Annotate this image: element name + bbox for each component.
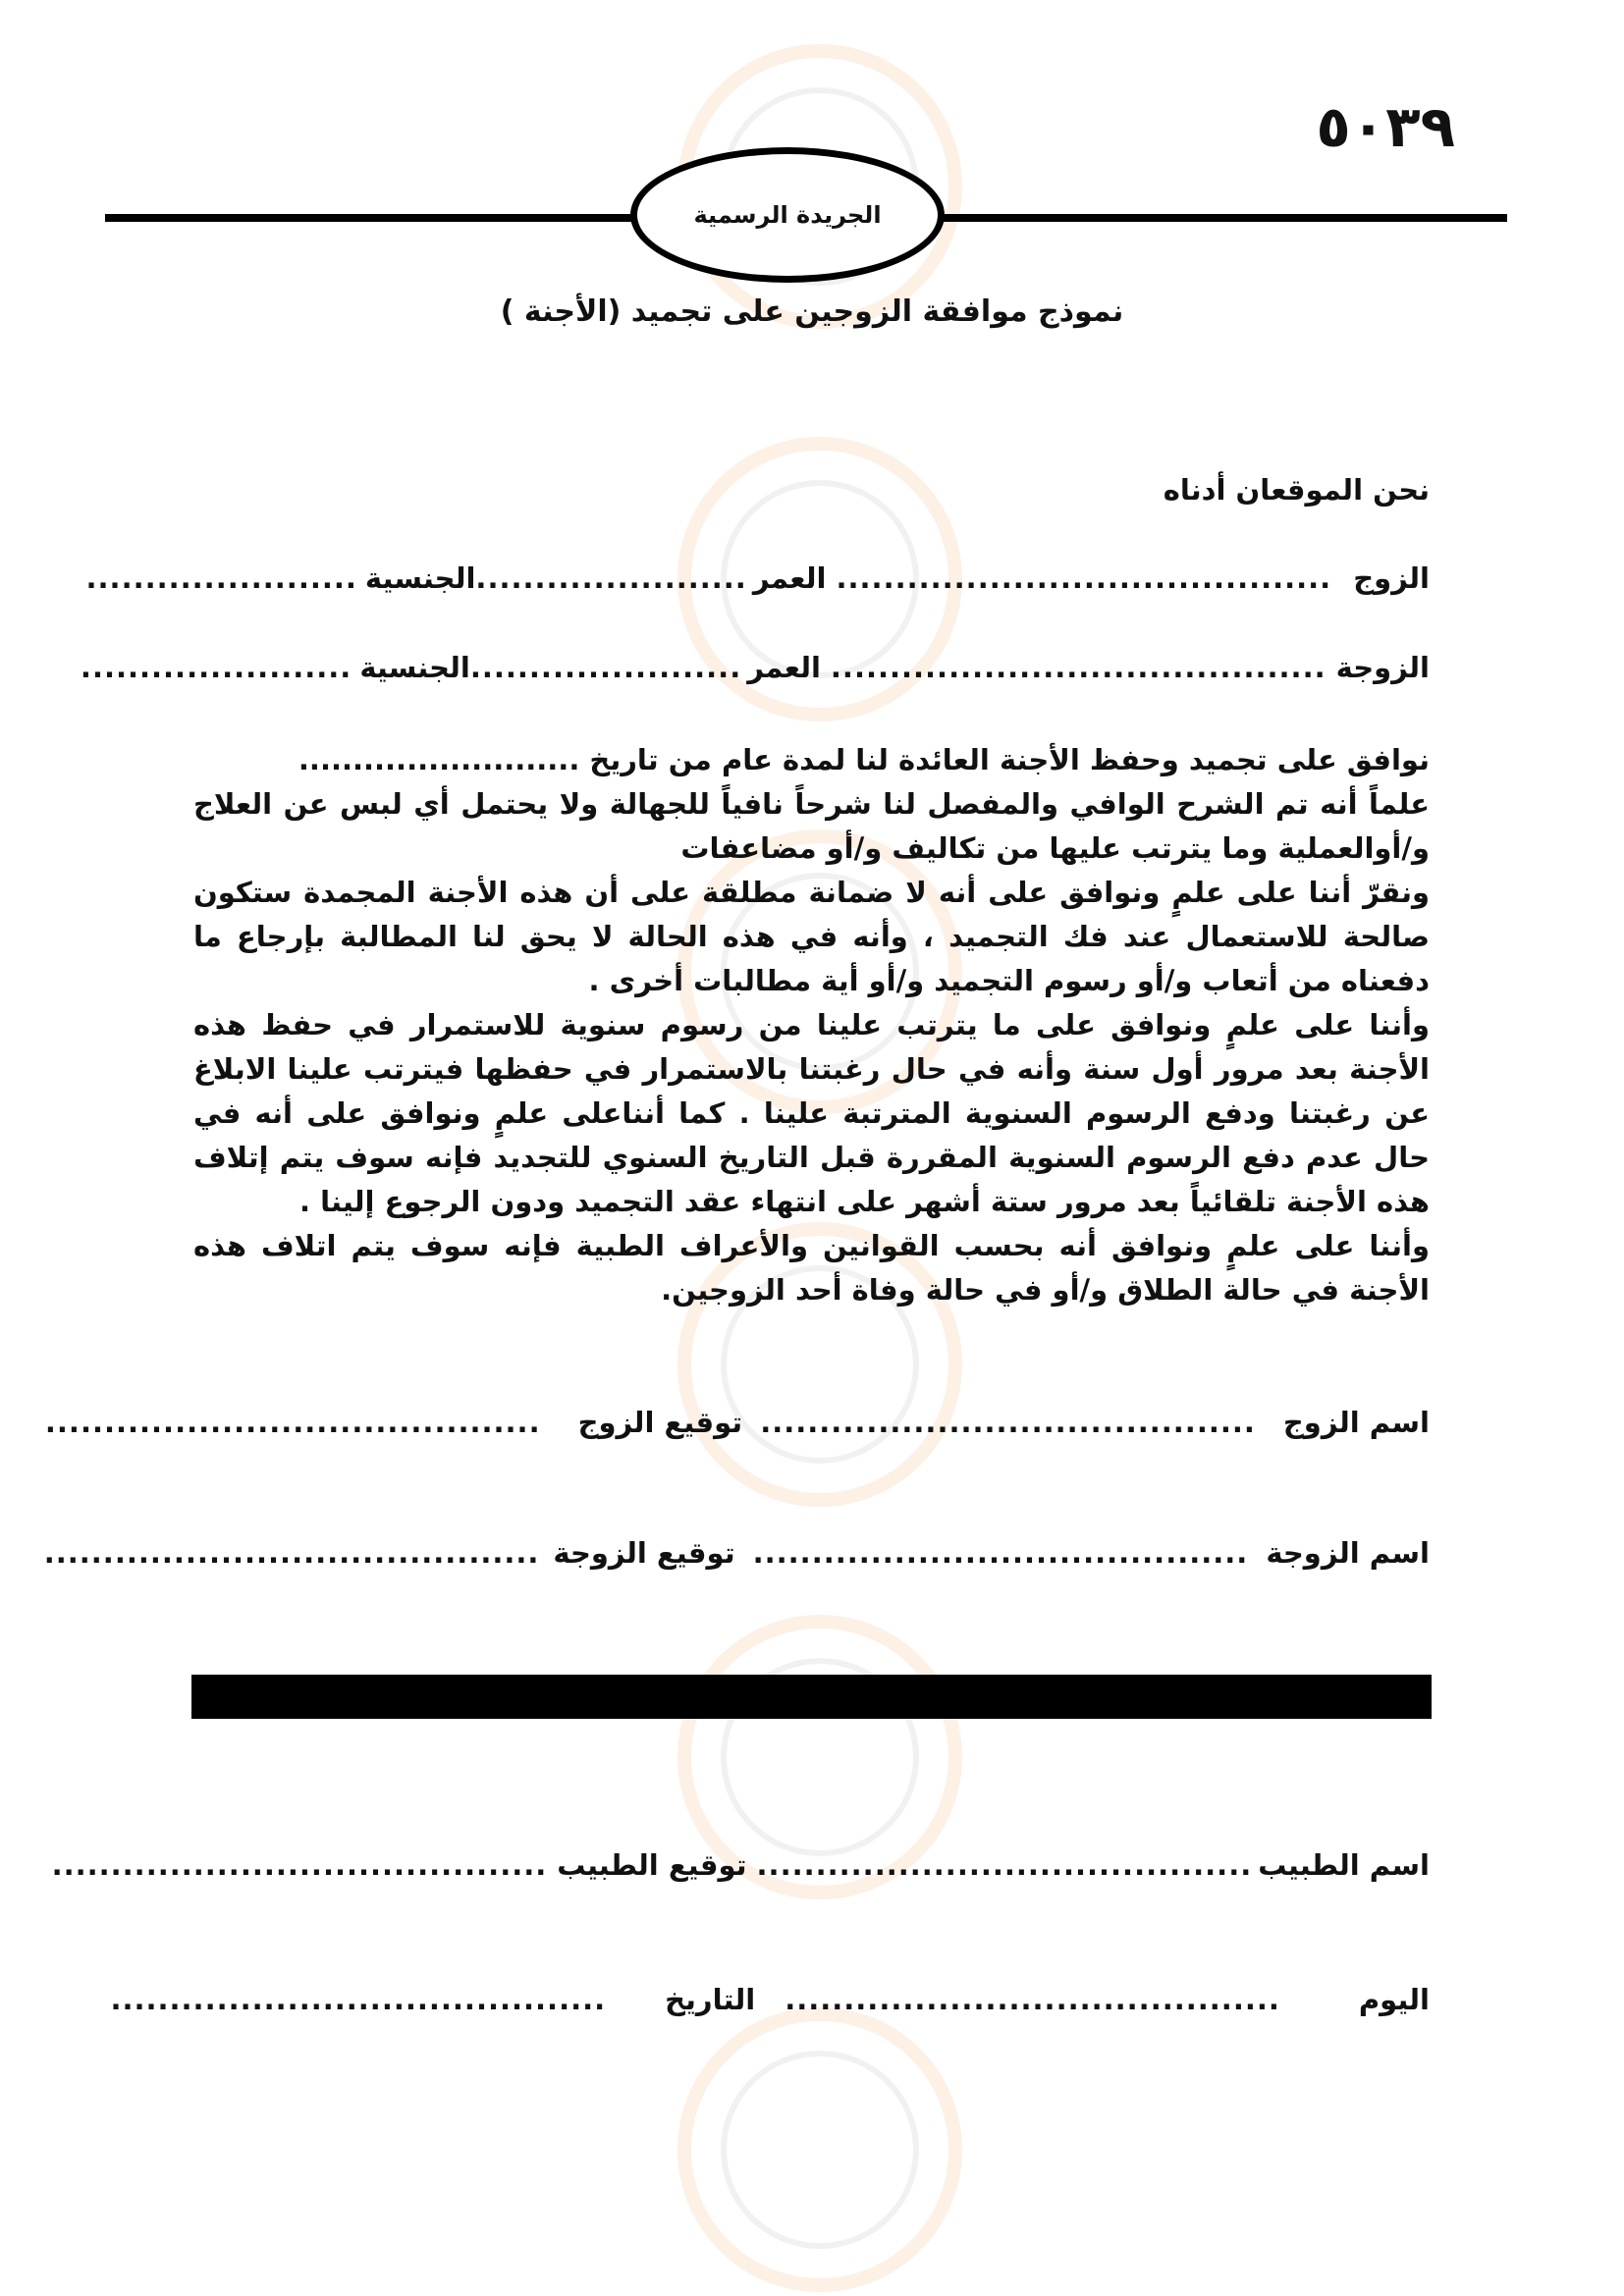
consent-paragraph: وأننا على علمٍ ونوافق أنه بحسب القوانين والأعراف الطبية فإنه سوف يتم اتلاف هذه الأجنة في حالة الطلاق و/أو في حالة وفاة أحد الزوجين. bbox=[193, 1229, 1430, 1307]
wife-info-row bbox=[80, 651, 1430, 684]
husband-name-label: اسم الزوج bbox=[1282, 1406, 1430, 1439]
wife-name-label: اسم الزوجة bbox=[1266, 1536, 1430, 1570]
wife-field[interactable]: .......................................... bbox=[830, 651, 1326, 684]
publication-badge bbox=[630, 147, 945, 283]
consent-paragraph: علماً أنه تم الشرح الوافي والمفصل لنا شرحاً نافياً للجهالة ولا يحتمل أي لبس عن العلاج و/أوالعملية وما يترتب عليها من تكاليف و/أو مضاعفات bbox=[193, 787, 1430, 865]
husband-name-field[interactable]: .......................................... bbox=[760, 1406, 1256, 1439]
wife-signature-field[interactable]: .......................................... bbox=[43, 1536, 540, 1570]
day-label: اليوم bbox=[1358, 1983, 1430, 2016]
date-field[interactable]: .......................................... bbox=[110, 1983, 607, 2016]
consent-body bbox=[193, 738, 1430, 1312]
consent-paragraph: نوافق على تجميد وحفظ الأجنة العائدة لنا لمدة عام من تاريخ .......................... bbox=[298, 743, 1430, 776]
publication-name: الجريدة الرسمية bbox=[693, 201, 882, 229]
wife-age-field[interactable]: ....................... bbox=[469, 651, 742, 684]
wife-signature-row bbox=[43, 1536, 1430, 1570]
husband-label: الزوج bbox=[1353, 561, 1430, 595]
nationality-label: الجنسية bbox=[359, 651, 470, 684]
husband-field[interactable]: .......................................... bbox=[836, 561, 1332, 595]
date-label: التاريخ bbox=[665, 1983, 756, 2016]
wife-label: الزوجة bbox=[1335, 651, 1430, 684]
age-label: العمر bbox=[752, 561, 827, 595]
intro-text: نحن الموقعان أدناه bbox=[1163, 473, 1430, 507]
page-number: ٥٠٣٩ bbox=[1316, 93, 1455, 160]
doctor-signature-label: توقيع الطبيب bbox=[557, 1848, 747, 1882]
husband-info-row bbox=[85, 561, 1430, 595]
doctor-name-field[interactable]: .......................................... bbox=[756, 1848, 1253, 1882]
husband-signature-field[interactable]: .......................................... bbox=[44, 1406, 541, 1439]
husband-signature-row bbox=[44, 1406, 1430, 1439]
wife-nationality-field[interactable]: ....................... bbox=[80, 651, 352, 684]
consent-paragraph: وأننا على علمٍ ونوافق على ما يترتب علينا من رسوم سنوية للاستمرار في حفظ هذه الأجنة بعد مرور أول سنة وأنه في حال رغبتنا بالاستمرار في حفظها فيترتب علينا الابلاغ عن رغبتنا ودفع الرسوم السنوية المترتبة علينا . كما أنناعلى علمٍ ونوافق على أنه في حال عدم دفع الرسوم السنوية المقررة قبل التاريخ السنوي للتجديد فإنه سوف يتم إتلاف هذه الأجنة تلقائياً بعد مرور ستة أشهر على انتهاء عقد التجميد ودون الرجوع إلينا . bbox=[193, 1008, 1430, 1218]
husband-nationality-field[interactable]: ....................... bbox=[85, 561, 357, 595]
husband-age-field[interactable]: ....................... bbox=[475, 561, 747, 595]
consent-paragraph: ونقرّ أننا على علمٍ ونوافق على أنه لا ضمانة مطلقة على أن هذه الأجنة المجمدة ستكون صالحة للاستعمال عند فك التجميد ، وأنه في هذه الحالة لا يحق لنا المطالبة بإرجاع ما دفعناه من أتعاب و/أو رسوم التجميد و/أو أية مطالبات أخرى . bbox=[193, 876, 1430, 997]
form-title: نموذج موافقة الزوجين على تجميد (الأجنة ) bbox=[500, 294, 1124, 329]
husband-signature-label: توقيع الزوج bbox=[577, 1406, 743, 1439]
watermark-clock bbox=[677, 2007, 962, 2292]
wife-signature-label: توقيع الزوجة bbox=[553, 1536, 735, 1570]
doctor-signature-field[interactable]: .......................................... bbox=[51, 1848, 548, 1882]
day-field[interactable]: .......................................... bbox=[785, 1983, 1280, 2016]
section-divider bbox=[191, 1675, 1432, 1719]
date-row bbox=[110, 1983, 1430, 2016]
nationality-label: الجنسية bbox=[364, 561, 476, 595]
wife-name-field[interactable]: .......................................... bbox=[752, 1536, 1249, 1570]
doctor-name-label: اسم الطبيب bbox=[1258, 1848, 1430, 1882]
age-label: العمر bbox=[747, 651, 821, 684]
doctor-signature-row bbox=[51, 1848, 1430, 1882]
